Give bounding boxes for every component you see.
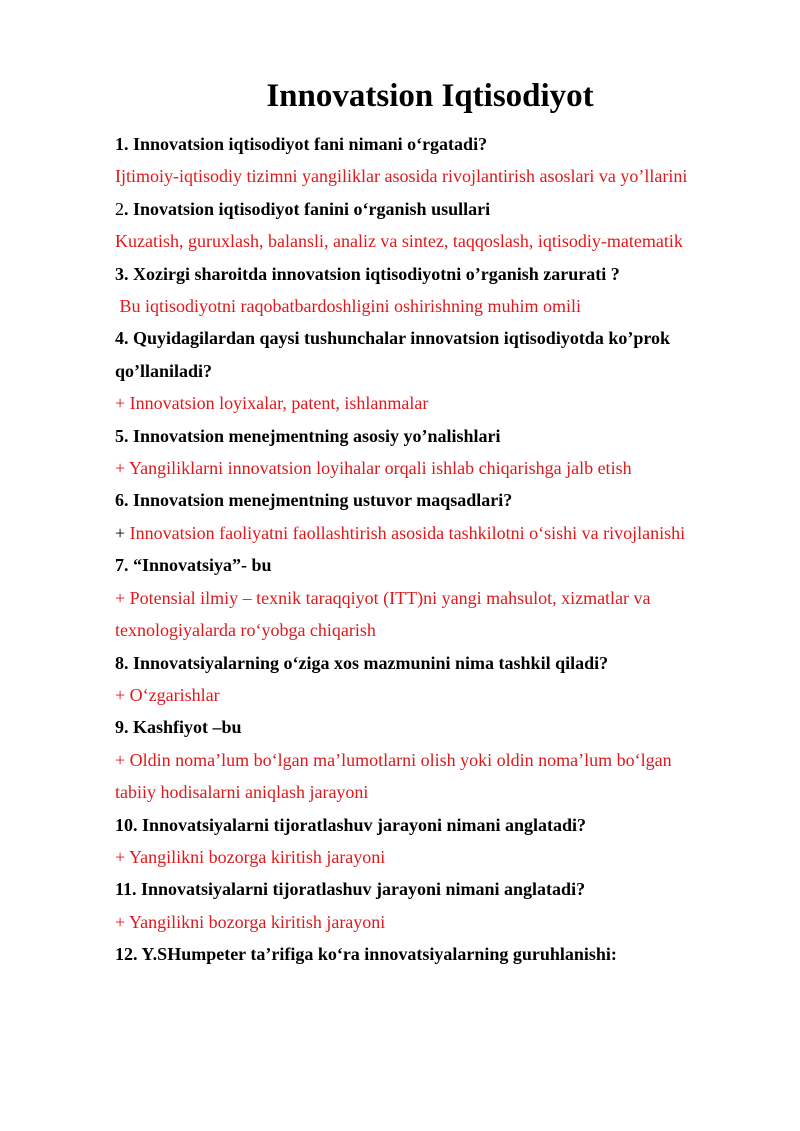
question-2-text: . Inovatsion iqtisodiyot fanini o‘rganish usullari <box>124 198 491 219</box>
question-8: 8. Innovatsiyalarning o‘ziga xos mazmunini nima tashkil qiladi? <box>115 652 609 673</box>
answer-11: + Yangilikni bozorga kiritish jarayoni <box>115 911 386 932</box>
answer-4: + Innovatsion loyixalar, patent, ishlanmalar <box>115 393 429 414</box>
answer-1: Ijtimoiy-iqtisodiy tizimni yangiliklar asosida rivojlantirish asoslari va yo’llarini <box>115 166 688 187</box>
question-9: 9. Kashfiyot –bu <box>115 717 242 738</box>
answer-6-plus: + <box>115 522 126 543</box>
question-7: 7. “Innovatsiya”- bu <box>115 555 272 576</box>
answer-2: Kuzatish, guruxlash, balansli, analiz va sintez, taqqoslash, iqtisodiy-matematik <box>115 231 683 252</box>
question-1: 1. Innovatsion iqtisodiyot fani nimani o‘rgatadi? <box>115 134 488 154</box>
question-2 <box>115 193 735 225</box>
answer-9-line-1: + Oldin noma’lum bo‘lgan ma’lumotlarni olish yoki oldin noma’lum bo‘lgan <box>115 749 672 770</box>
question-6: 6. Innovatsion menejmentning ustuvor maqsadlari? <box>115 490 513 511</box>
answer-5: + Yangiliklarni innovatsion loyihalar orqali ishlab chiqarishga jalb etish <box>115 458 632 479</box>
answer-6 <box>115 517 735 549</box>
page-title: Innovatsion Iqtisodiyot <box>266 78 594 114</box>
qa-list <box>115 128 735 971</box>
answer-3: Bu iqtisodiyotni raqobatbardoshligini oshirishning muhim omili <box>115 296 581 317</box>
question-12: 12. Y.SHumpeter ta’rifiga ko‘ra innovatsiyalarning guruhlanishi: <box>115 944 617 965</box>
question-10: 10. Innovatsiyalarni tijoratlashuv jarayoni nimani anglatadi? <box>115 814 587 835</box>
question-4-line-2: qo’llaniladi? <box>115 360 213 381</box>
question-5: 5. Innovatsion menejmentning asosiy yo’nalishlari <box>115 425 501 446</box>
answer-10: + Yangilikni bozorga kiritish jarayoni <box>115 846 386 867</box>
answer-7-line-1: + Potensial ilmiy – texnik taraqqiyot (ITT)ni yangi mahsulot, xizmatlar va <box>115 587 651 608</box>
question-3: 3. Xozirgi sharoitda innovatsion iqtisodiyotni o’rganish zarurati ? <box>115 263 620 284</box>
question-2-number: 2 <box>115 198 124 219</box>
answer-7-line-2: texnologiyalarda ro‘yobga chiqarish <box>115 620 376 641</box>
question-4-line-1: 4. Quyidagilardan qaysi tushunchalar innovatsion iqtisodiyotda ko’prok <box>115 328 671 349</box>
answer-9-line-2: tabiiy hodisalarni aniqlash jarayoni <box>115 782 369 803</box>
answer-8: + O‘zgarishlar <box>115 684 220 705</box>
question-11: 11. Innovatsiyalarni tijoratlashuv jarayoni nimani anglatadi? <box>115 879 586 900</box>
answer-6-text: Innovatsion faoliyatni faollashtirish asosida tashkilotni o‘sishi va rivojlanishi <box>125 522 686 543</box>
